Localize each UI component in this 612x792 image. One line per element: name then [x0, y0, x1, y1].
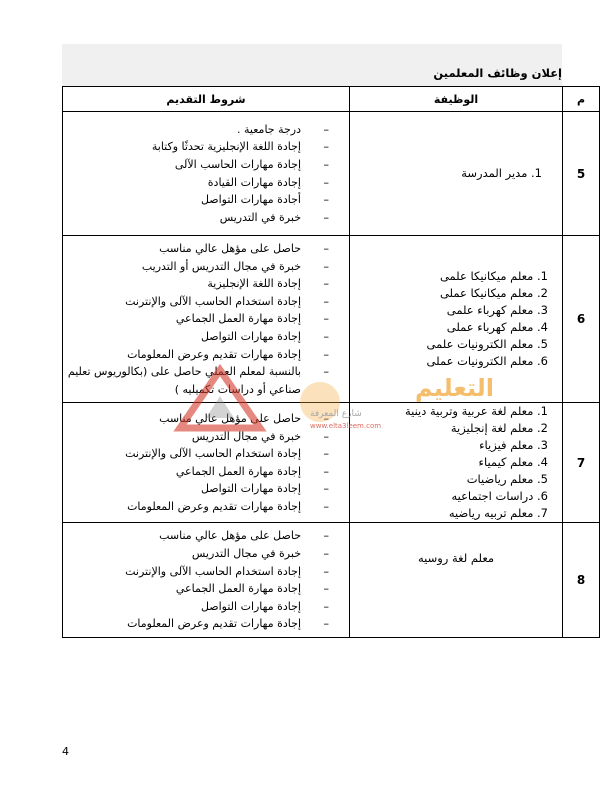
- condition-item: – إجادة مهارة العمل الجماعي: [63, 310, 301, 328]
- table-header-row: [63, 87, 600, 112]
- job-item: معلم لغة روسيه: [417, 551, 495, 566]
- condition-item: – إجادة مهارات تقديم وعرض المعلومات: [63, 346, 301, 364]
- condition-item: – إجادة مهارة العمل الجماعي: [63, 580, 301, 598]
- condition-item: – إجادة استخدام الحاسب الآلى والإنترنت: [63, 445, 301, 463]
- condition-item: – خبرة في التدريس: [63, 209, 301, 227]
- job-item: 4. معلم كيمياء: [478, 455, 548, 470]
- condition-item: – إجادة مهارات تقديم وعرض المعلومات: [63, 615, 301, 633]
- condition-item: – خبرة في مجال التدريس أو التدريب: [63, 258, 301, 276]
- condition-item: – درجة جامعية .: [63, 121, 301, 139]
- condition-item: – بالنسبة لمعلم العملي حاصل على (بكالوريوس تعليم صناعي أو دراسات تكميليه ): [63, 363, 301, 398]
- row-number: 8: [563, 523, 600, 638]
- condition-item: – إجادة مهارات التواصل: [63, 328, 301, 346]
- condition-item: – خبرة في مجال التدريس: [63, 545, 301, 563]
- condition-item: – إجادة مهارة العمل الجماعي: [63, 463, 301, 481]
- page-title: إعلان وظائف المعلمين: [433, 66, 562, 80]
- job-item: 1. معلم ميكانيكا علمى: [439, 269, 548, 284]
- header-job: الوظيفة: [350, 87, 563, 112]
- job-item: 7. معلم تربيه رياضيه: [448, 506, 548, 521]
- row-number: 5: [563, 112, 600, 236]
- row-conditions: [63, 523, 350, 638]
- table-row: [63, 112, 600, 236]
- job-item: 2. معلم ميكانيكا عملى: [439, 286, 548, 301]
- table-row: [63, 523, 600, 638]
- row-number: 7: [563, 403, 600, 523]
- watermark-url: www.elta3leem.com: [310, 422, 382, 430]
- condition-item: – إجادة استخدام الحاسب الآلى والإنترنت: [63, 293, 301, 311]
- page-number: 4: [62, 745, 69, 758]
- condition-item: – إجادة مهارات التواصل: [63, 480, 301, 498]
- job-item: 6. دراسات اجتماعيه: [451, 489, 548, 504]
- row-jobs: [350, 112, 563, 236]
- condition-item: – إجادة مهارات التواصل: [63, 598, 301, 616]
- job-item: 5. معلم الكترونيات علمى: [426, 337, 548, 352]
- condition-item: – إجادة مهارات القيادة: [63, 174, 301, 192]
- condition-item: – إجادة استخدام الحاسب الآلى والإنترنت: [63, 563, 301, 581]
- condition-item: – إجادة مهارات الحاسب الآلى: [63, 156, 301, 174]
- row-conditions: [63, 112, 350, 236]
- condition-item: – خبرة في مجال التدريس: [63, 428, 301, 446]
- condition-item: – حاصل على مؤهل عالي مناسب: [63, 240, 301, 258]
- job-item: 1. مدير المدرسة: [461, 166, 542, 180]
- job-item: 4. معلم كهرباء عملى: [446, 320, 548, 335]
- row-number: 6: [563, 236, 600, 403]
- condition-item: – حاصل على مؤهل عالي مناسب: [63, 410, 301, 428]
- watermark-tagline: شارع المعرفة: [310, 409, 362, 419]
- row-jobs: [350, 523, 563, 638]
- watermark-brand: التعليم: [415, 374, 494, 402]
- job-item: 3. معلم فيزياء: [479, 438, 548, 453]
- job-item: 3. معلم كهرباء علمى: [446, 303, 548, 318]
- condition-item: – إجادة مهارات تقديم وعرض المعلومات: [63, 498, 301, 516]
- job-item: 1. معلم لغة عربية وتربية دينية: [404, 404, 548, 419]
- condition-item: – حاصل على مؤهل عالي مناسب: [63, 527, 301, 545]
- header-num: م: [563, 87, 600, 112]
- job-item: 6. معلم الكترونيات عملى: [426, 354, 548, 369]
- condition-item: – أجادة مهارات التواصل: [63, 191, 301, 209]
- header-conditions: شروط التقديم: [63, 87, 350, 112]
- condition-item: – إجادة اللغة الإنجليزية: [63, 275, 301, 293]
- job-item: 2. معلم لغة إنجليزية: [450, 421, 548, 436]
- condition-item: – إجادة اللغة الإنجليزية تحدثًا وكتابة: [63, 138, 301, 156]
- job-item: 5. معلم رياضيات: [466, 472, 548, 487]
